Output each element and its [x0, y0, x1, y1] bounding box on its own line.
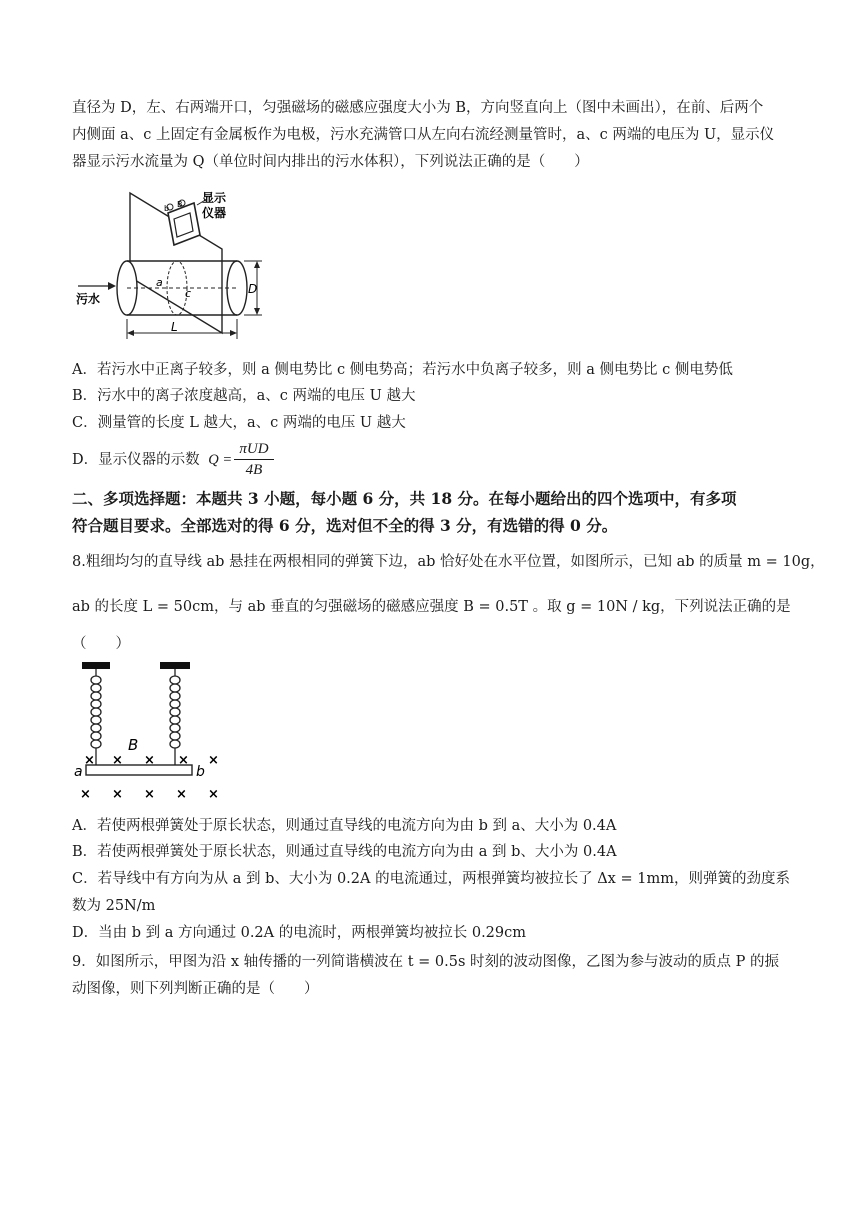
q7-inflow-label: 污水 [76, 292, 101, 306]
q8-option-b: B．若使两根弹簧处于原长状态，则通过直导线的电流方向为由 a 到 b、大小为 0.4A [72, 844, 617, 860]
q8-field-cross-icon: × [112, 787, 123, 802]
q7-option-d-prefix: D．显示仪器的示数 [72, 452, 200, 468]
q7-option-d-fraction [234, 440, 274, 479]
q8-wire-end-a: a [74, 764, 83, 780]
q7-option-d-lhs: Q = [208, 452, 233, 468]
q7-length-label: L [171, 320, 178, 334]
q8-stem-line-1: 8.粗细均匀的直导线 ab 悬挂在两根相同的弹簧下边，ab 恰好处在水平位置，如图所示，已知 ab 的质量 m = 10g， [72, 554, 825, 570]
q7-option-a: A．若污水中正离子较多，则 a 侧电势比 c 侧电势高；若污水中负离子较多，则 a 侧电势比 c 侧电势低 [72, 362, 733, 378]
q8-field-cross-icon: × [84, 753, 95, 768]
q8-wire-end-b: b [196, 764, 205, 780]
q8-stem-line-2: ab 的长度 L = 50cm，与 ab 垂直的匀强磁场的磁感应强度 B = 0.5T 。取 g = 10N / kg，下列说法正确的是 [72, 599, 791, 615]
q8-option-c: C．若导线中有方向为从 a 到 b、大小为 0.2A 的电流通过，两根弹簧均被拉长了 Δx = 1mm，则弹簧的劲度系 [72, 871, 790, 887]
q7-terminal-label-2: B [177, 200, 183, 209]
q8-field-cross-icon: × [144, 787, 155, 802]
q8-field-cross-icon: × [178, 753, 189, 768]
q7-electrode-c: c [185, 287, 192, 300]
q7-terminal-label-1: b [164, 204, 170, 213]
q8-option-d: D．当由 b 到 a 方向通过 0.2A 的电流时，两根弹簧均被拉长 0.29cm [72, 925, 527, 941]
q7-option-b: B．污水中的离子浓度越高，a、c 两端的电压 U 越大 [72, 388, 416, 404]
q8-spring-wire-figure [72, 660, 232, 805]
q8-field-label: B [128, 736, 139, 754]
q7-diameter-label: D [248, 282, 258, 296]
q8-field-cross-icon: × [208, 753, 219, 768]
q7-electrode-a: a [156, 276, 163, 289]
q8-field-cross-icon: × [176, 787, 187, 802]
q7-option-d [72, 450, 232, 470]
section-2-heading-line-1: 二、多项选择题：本题共 3 小题，每小题 6 分，共 18 分。在每小题给出的四个选项中，有多项 [72, 489, 737, 508]
q8-field-cross-icon: × [208, 787, 219, 802]
q7-option-c: C．测量管的长度 L 越大，a、c 两端的电压 U 越大 [72, 415, 406, 431]
q8-option-c-continued: 数为 25N/m [72, 898, 156, 914]
q7-display-label-2: 仪器 [202, 206, 227, 220]
q7-flowmeter-figure [72, 185, 272, 345]
q7-fraction-denominator: 4B [245, 462, 263, 478]
q7-fraction-numerator: πUD [239, 441, 269, 457]
section-2-heading-line-2: 符合题目要求。全部选对的得 6 分，选对但不全的得 3 分，有选错的得 0 分。 [72, 516, 618, 535]
q7-stem-line-2: 内侧面 a、c 上固定有金属板作为电极，污水充满管口从左向右流经测量管时，a、c 两端的电压为 U，显示仪 [72, 127, 775, 143]
q9-stem-line-2: 动图像，则下列判断正确的是（ ） [72, 981, 319, 997]
q8-field-cross-icon: × [112, 753, 123, 768]
q8-stem-line-3: （ ） [72, 636, 130, 652]
q8-option-a: A．若使两根弹簧处于原长状态，则通过直导线的电流方向为由 b 到 a、大小为 0.4A [72, 818, 617, 834]
q7-display-label-1: 显示 [202, 191, 227, 205]
q8-field-cross-icon: × [80, 787, 91, 802]
q7-stem-line-3: 器显示污水流量为 Q（单位时间内排出的污水体积），下列说法正确的是（ ） [72, 154, 589, 170]
q7-stem-line-1: 直径为 D，左、右两端开口，匀强磁场的磁感应强度大小为 B，方向竖直向上（图中未画出），在前、后两个 [72, 100, 764, 116]
q8-field-cross-icon: × [144, 753, 155, 768]
q9-stem-line-1: 9．如图所示，甲图为沿 x 轴传播的一列简谐横波在 t = 0.5s 时刻的波动图像，乙图为参与波动的质点 P 的振 [72, 954, 780, 970]
